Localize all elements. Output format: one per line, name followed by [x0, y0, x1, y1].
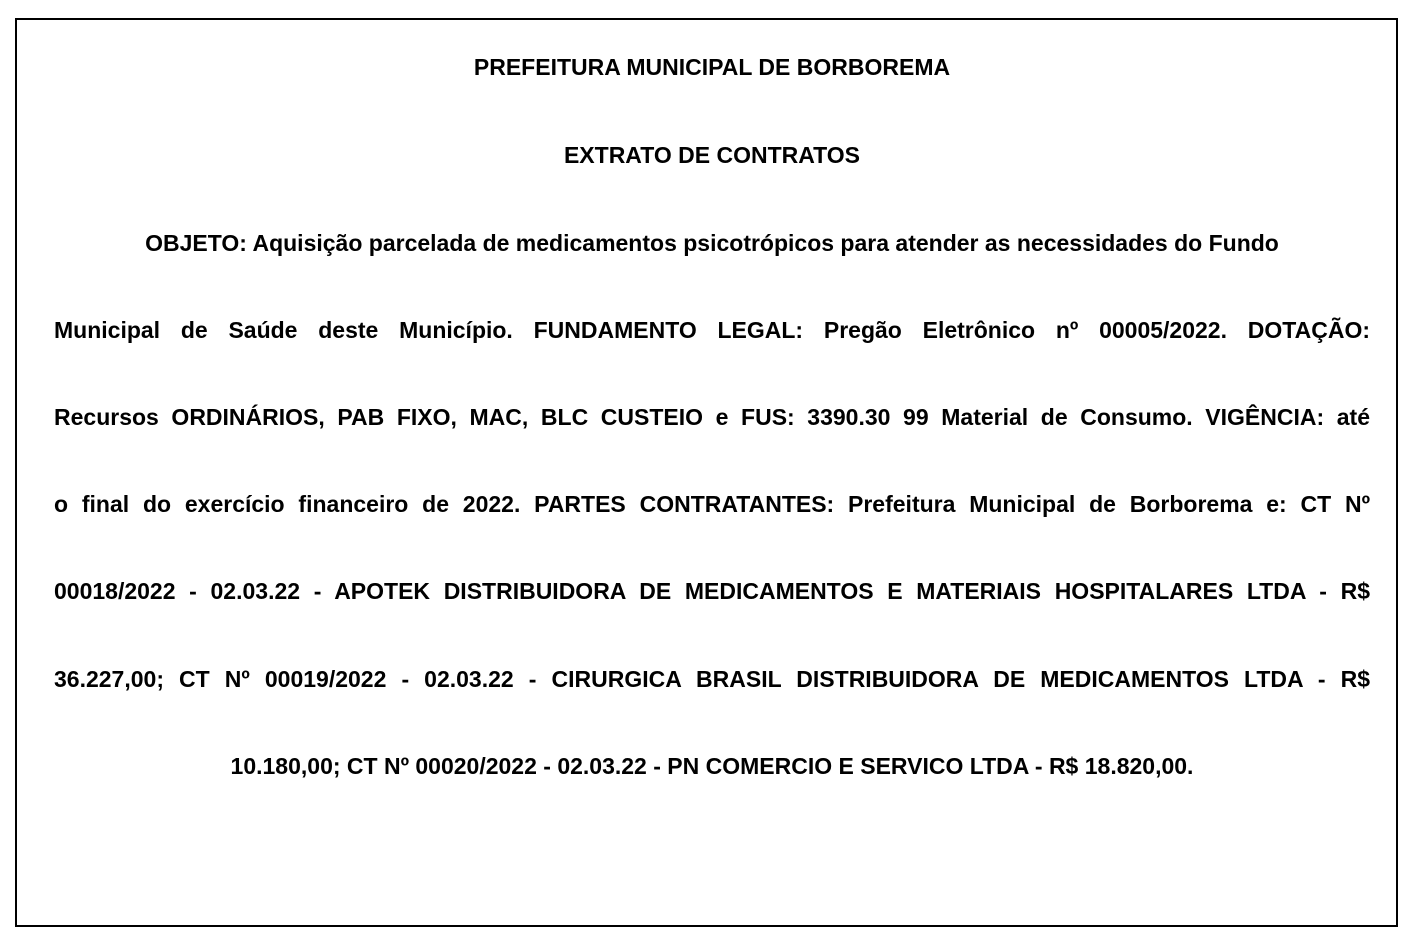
body-line-6: 36.227,00; CT Nº 00019/2022 - 02.03.22 - CIRURGICA BRASIL DISTRIBUIDORA DE MEDICAMENTOS LTDA - R$	[54, 666, 1370, 692]
body-line-3: Recursos ORDINÁRIOS, PAB FIXO, MAC, BLC CUSTEIO e FUS: 3390.30 99 Material de Consumo. VIGÊNCIA: até	[54, 404, 1370, 430]
document-subtitle: EXTRATO DE CONTRATOS	[563, 142, 861, 168]
body-line-7: 10.180,00; CT Nº 00020/2022 - 02.03.22 - PN COMERCIO E SERVICO LTDA - R$ 18.820,00.	[230, 753, 1194, 779]
body-line-2: Municipal de Saúde deste Município. FUNDAMENTO LEGAL: Pregão Eletrônico nº 00005/2022. DOTAÇÃO:	[54, 317, 1370, 343]
body-line-4: o final do exercício financeiro de 2022. PARTES CONTRATANTES: Prefeitura Municipal de Borborema e: CT Nº	[54, 491, 1370, 517]
body-line-1: OBJETO: Aquisição parcelada de medicamentos psicotrópicos para atender as necessidades do Fundo	[145, 230, 1279, 256]
body-line-5: 00018/2022 - 02.03.22 - APOTEK DISTRIBUIDORA DE MEDICAMENTOS E MATERIAIS HOSPITALARES LTDA - R$	[54, 578, 1370, 604]
document-header-title: PREFEITURA MUNICIPAL DE BORBOREMA	[473, 54, 951, 80]
